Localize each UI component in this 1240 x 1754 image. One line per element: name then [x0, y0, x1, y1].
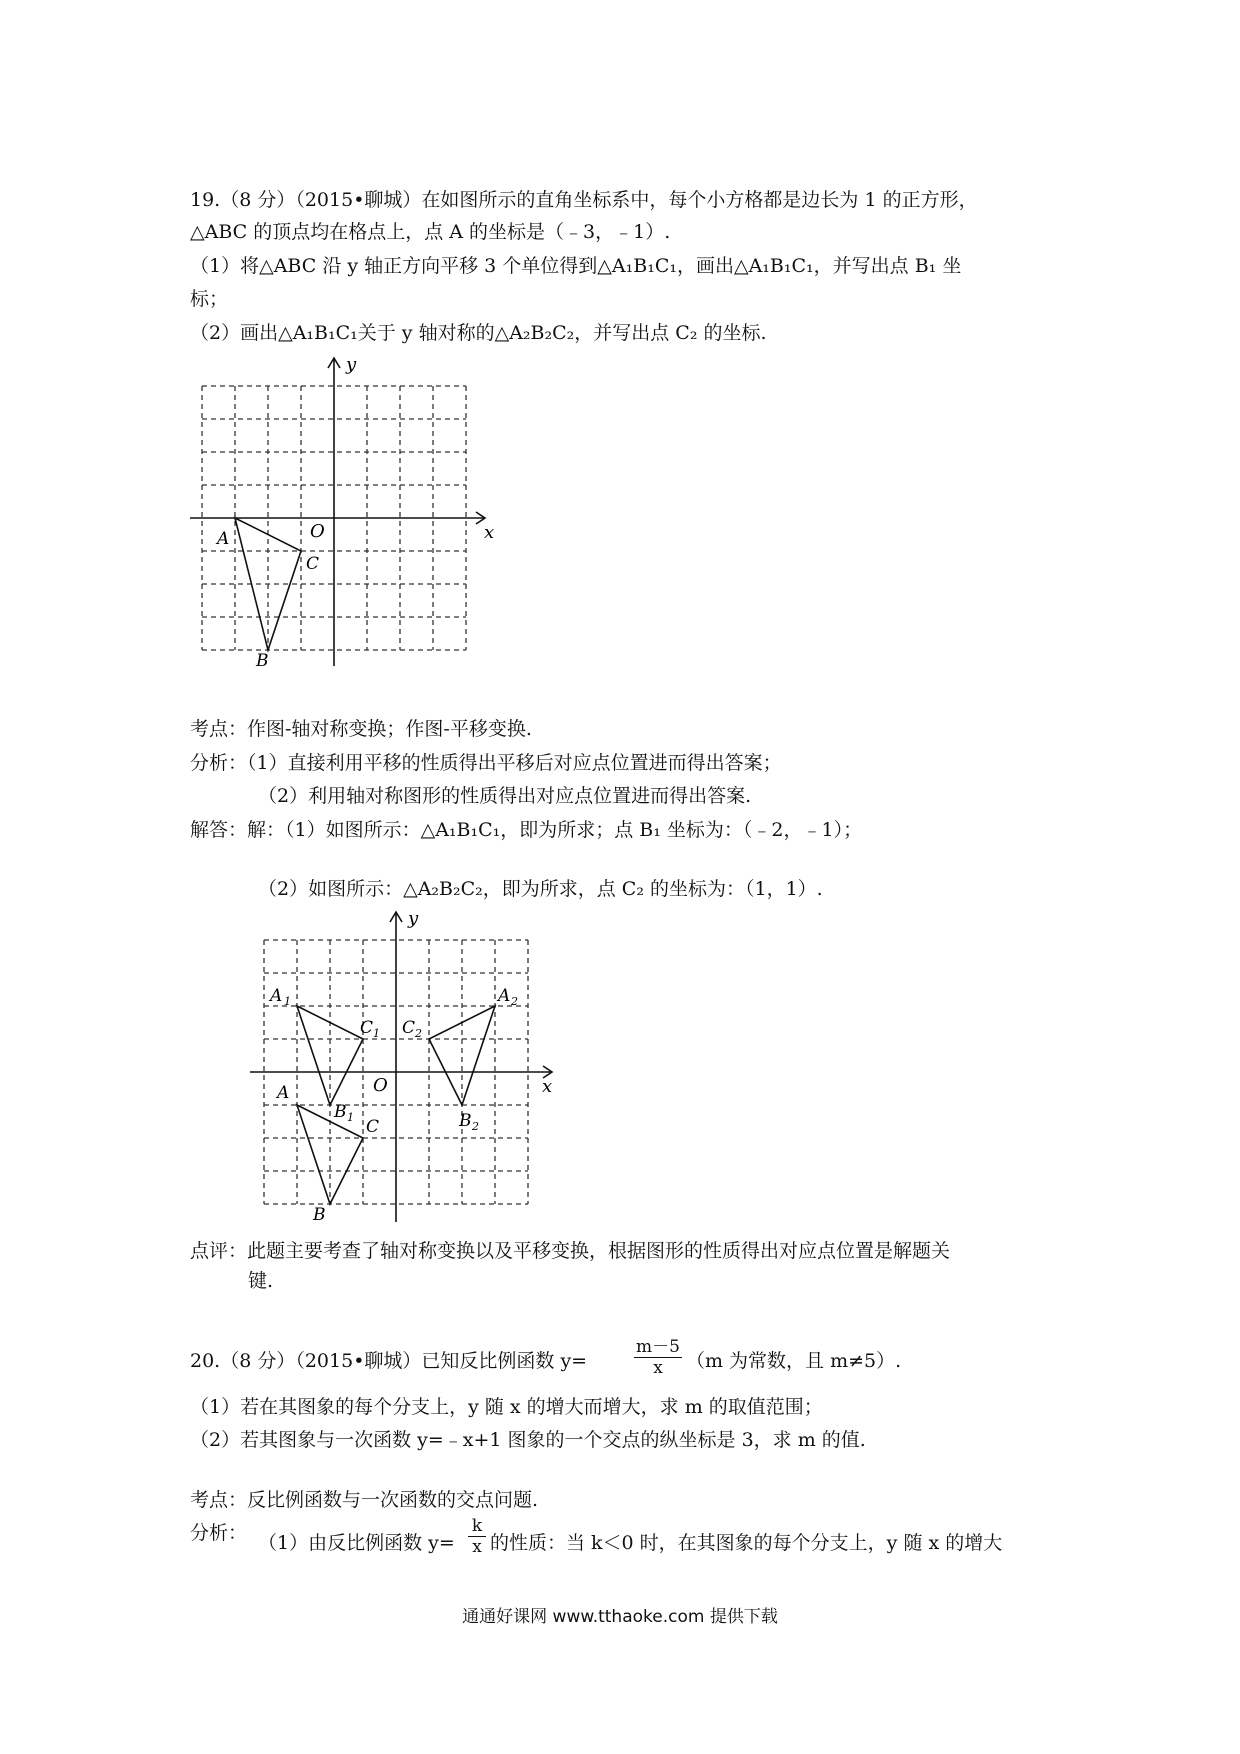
figure-1-coordinate-grid [180, 348, 520, 683]
label-a: A [217, 529, 230, 549]
q19-dianping-line1: 点评：此题主要考查了轴对称变换以及平移变换，根据图形的性质得出对应点位置是解题关 [190, 1240, 951, 1262]
label-c: C [366, 1117, 380, 1137]
origin-label: O [310, 521, 325, 542]
label-c1-sub: 1 [373, 1027, 380, 1040]
figure-2-solution-grid [240, 900, 580, 1230]
label-b: B [313, 1205, 326, 1225]
label-a1: A [270, 986, 283, 1006]
q20-fraction-numerator: m－5 [634, 1332, 682, 1358]
label-c2-sub: 2 [415, 1027, 422, 1040]
q20-fenxi-numerator: k [468, 1516, 486, 1537]
label-c2: C [402, 1018, 416, 1038]
q20-fraction [634, 1332, 682, 1378]
q19-part1-line1: （1）将△ABC 沿 y 轴正方向平移 3 个单位得到△A₁B₁C₁，画出△A₁B₁C₁，并写出点 B₁ 坐 [190, 255, 962, 277]
q19-part1-line2: 标； [190, 288, 229, 310]
q20-fenxi-fraction [468, 1516, 486, 1557]
label-a: A [277, 1083, 290, 1103]
q20-part1: （1）若在其图象的每个分支上，y 随 x 的增大而增大，求 m 的取值范围； [190, 1396, 823, 1418]
q20-kaodian: 考点：反比例函数与一次函数的交点问题. [190, 1489, 539, 1511]
origin-label: O [373, 1075, 388, 1096]
q19-stem-line1: 19.（8 分）（2015•聊城）在如图所示的直角坐标系中，每个小方格都是边长为 1 的正方形， [190, 189, 978, 211]
q20-fraction-denominator: x [653, 1358, 663, 1378]
page-footer: 通通好课网 www.tthaoke.com 提供下载 [462, 1607, 778, 1627]
label-a2-sub: 2 [511, 995, 518, 1008]
q20-fenxi-pre: （1）由反比例函数 y= [258, 1532, 455, 1554]
q19-jieda-line1: 解答：解：（1）如图所示：△A₁B₁C₁，即为所求；点 B₁ 坐标为：（﹣2，﹣1）； [190, 819, 863, 841]
q19-stem-line2: △ABC 的顶点均在格点上，点 A 的坐标是（﹣3，﹣1）. [190, 221, 671, 243]
q19-part2: （2）画出△A₁B₁C₁关于 y 轴对称的△A₂B₂C₂，并写出点 C₂ 的坐标. [190, 322, 767, 344]
q20-stem-post: （m 为常数，且 m≠5）. [686, 1350, 902, 1372]
triangle-a2b2c2 [429, 1006, 495, 1105]
label-a2: A [498, 986, 511, 1006]
q20-fenxi-label: 分析： [190, 1522, 248, 1544]
label-a1-sub: 1 [284, 995, 291, 1008]
q20-part2: （2）若其图象与一次函数 y=﹣x+1 图象的一个交点的纵坐标是 3，求 m 的值. [190, 1429, 866, 1451]
label-c: C [306, 554, 320, 574]
q19-fenxi-line2: （2）利用轴对称图形的性质得出对应点位置进而得出答案. [258, 785, 752, 807]
x-axis-label: x [542, 1076, 553, 1097]
q20-fenxi-post: 的性质：当 k＜0 时，在其图象的每个分支上，y 随 x 的增大 [490, 1532, 1003, 1554]
y-axis-label: y [346, 354, 357, 375]
q20-stem-pre: 20.（8 分）（2015•聊城）已知反比例函数 y= [190, 1350, 588, 1372]
y-axis-label: y [408, 908, 419, 929]
label-b2-sub: 2 [472, 1120, 479, 1133]
label-b1-sub: 1 [347, 1111, 354, 1124]
triangle-a1b1c1 [297, 1006, 363, 1105]
q20-fenxi-denominator: x [472, 1537, 482, 1557]
q19-dianping-line2: 键. [248, 1270, 274, 1292]
q19-jieda-line2: （2）如图所示：△A₂B₂C₂，即为所求，点 C₂ 的坐标为：（1，1）. [258, 878, 823, 900]
label-b: B [256, 651, 269, 671]
q19-kaodian: 考点：作图-轴对称变换；作图-平移变换. [190, 718, 532, 740]
q19-fenxi-line1: 分析：（1）直接利用平移的性质得出平移后对应点位置进而得出答案； [190, 752, 782, 774]
x-axis-label: x [484, 522, 495, 543]
label-b1: B [334, 1102, 347, 1122]
label-c1: C [360, 1018, 374, 1038]
label-b2: B [459, 1111, 472, 1131]
